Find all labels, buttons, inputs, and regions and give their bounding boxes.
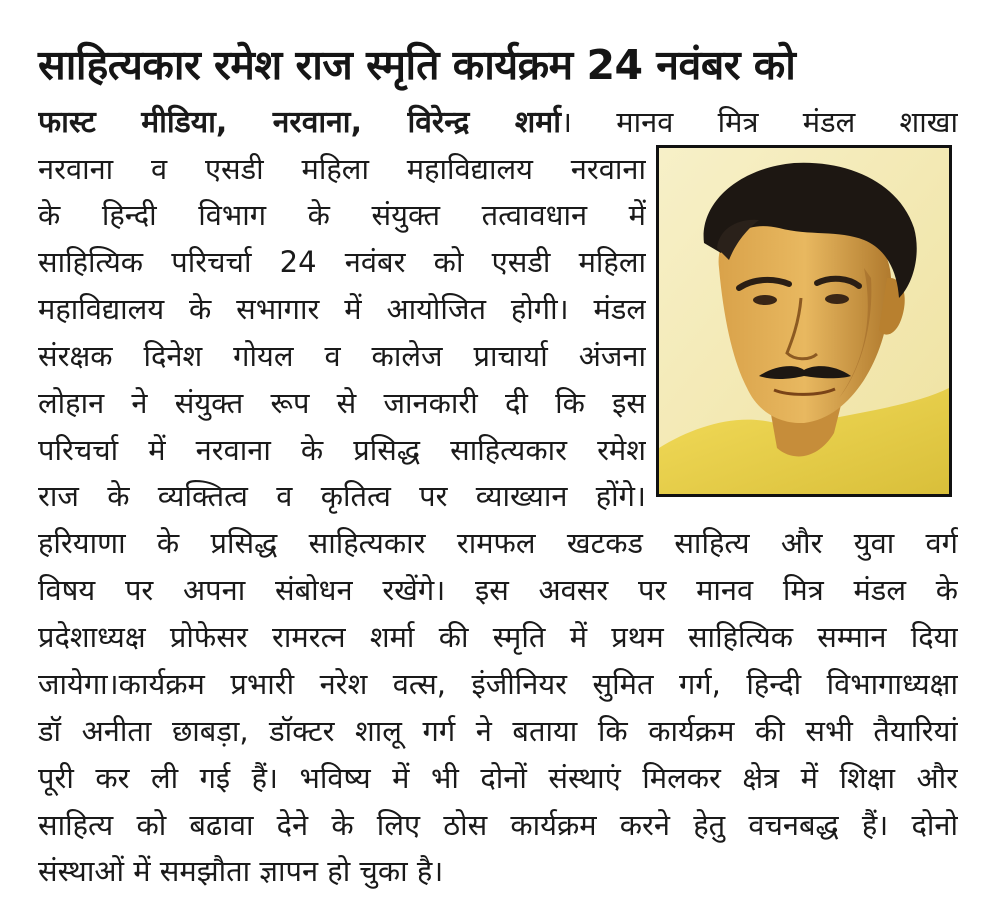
- body-line: परिचर्चा में नरवाना के प्रसिद्ध साहित्यकार रमेश: [38, 433, 646, 467]
- body-line: लोहान ने संयुक्त रूप से जानकारी दी कि इस: [38, 386, 646, 420]
- byline: फास्ट मीडिया, नरवाना, विरेन्द्र शर्मा: [38, 105, 561, 140]
- body-line: साहित्य को बढावा देने के लिए ठोस कार्यक्रम करने हेतु वचनबद्ध हैं। दोनो: [38, 808, 958, 842]
- body-line: प्रदेशाध्यक्ष प्रोफेसर रामरत्न शर्मा की स्मृति में प्रथम साहित्यिक सम्मान दिया: [38, 620, 958, 654]
- body-line: साहित्यिक परिचर्चा 24 नवंबर को एसडी महिला: [38, 245, 646, 279]
- headline: साहित्यकार रमेश राज स्मृति कार्यक्रम 24 नवंबर को: [38, 41, 796, 89]
- body-line: विषय पर अपना संबोधन रखेंगे। इस अवसर पर मानव मित्र मंडल के: [38, 573, 958, 607]
- body-line: नरवाना व एसडी महिला महाविद्यालय नरवाना: [38, 152, 646, 186]
- body-line: संरक्षक दिनेश गोयल व कालेज प्राचार्या अंजना: [38, 339, 646, 373]
- portrait-photo: [656, 145, 952, 497]
- body-line: महाविद्यालय के सभागार में आयोजित होगी। मंडल: [38, 292, 646, 326]
- body-line: संस्थाओं में समझौता ज्ञापन हो चुका है।: [38, 854, 444, 888]
- body-line: हरियाणा के प्रसिद्ध साहित्यकार रामफल खटकड साहित्य और युवा वर्ग: [38, 526, 958, 560]
- portrait-illustration: [659, 148, 949, 494]
- body-line: पूरी कर ली गई हैं। भविष्य में भी दोनों संस्थाएं मिलकर क्षेत्र में शिक्षा और: [38, 761, 958, 795]
- body-text-start: । मानव मित्र मंडल शाखा: [561, 105, 958, 139]
- body-line: जायेगा।कार्यक्रम प्रभारी नरेश वत्स, इंजीनियर सुमित गर्ग, हिन्दी विभागाध्यक्षा: [38, 667, 958, 701]
- body-line: के हिन्दी विभाग के संयुक्त तत्वावधान में: [38, 198, 646, 232]
- body-line: डॉ अनीता छाबड़ा, डॉक्टर शालू गर्ग ने बताया कि कार्यक्रम की सभी तैयारियां: [38, 714, 958, 748]
- body-line: राज के व्यक्तित्व व कृतित्व पर व्याख्यान होंगे।: [38, 479, 646, 513]
- byline-line: [38, 102, 958, 146]
